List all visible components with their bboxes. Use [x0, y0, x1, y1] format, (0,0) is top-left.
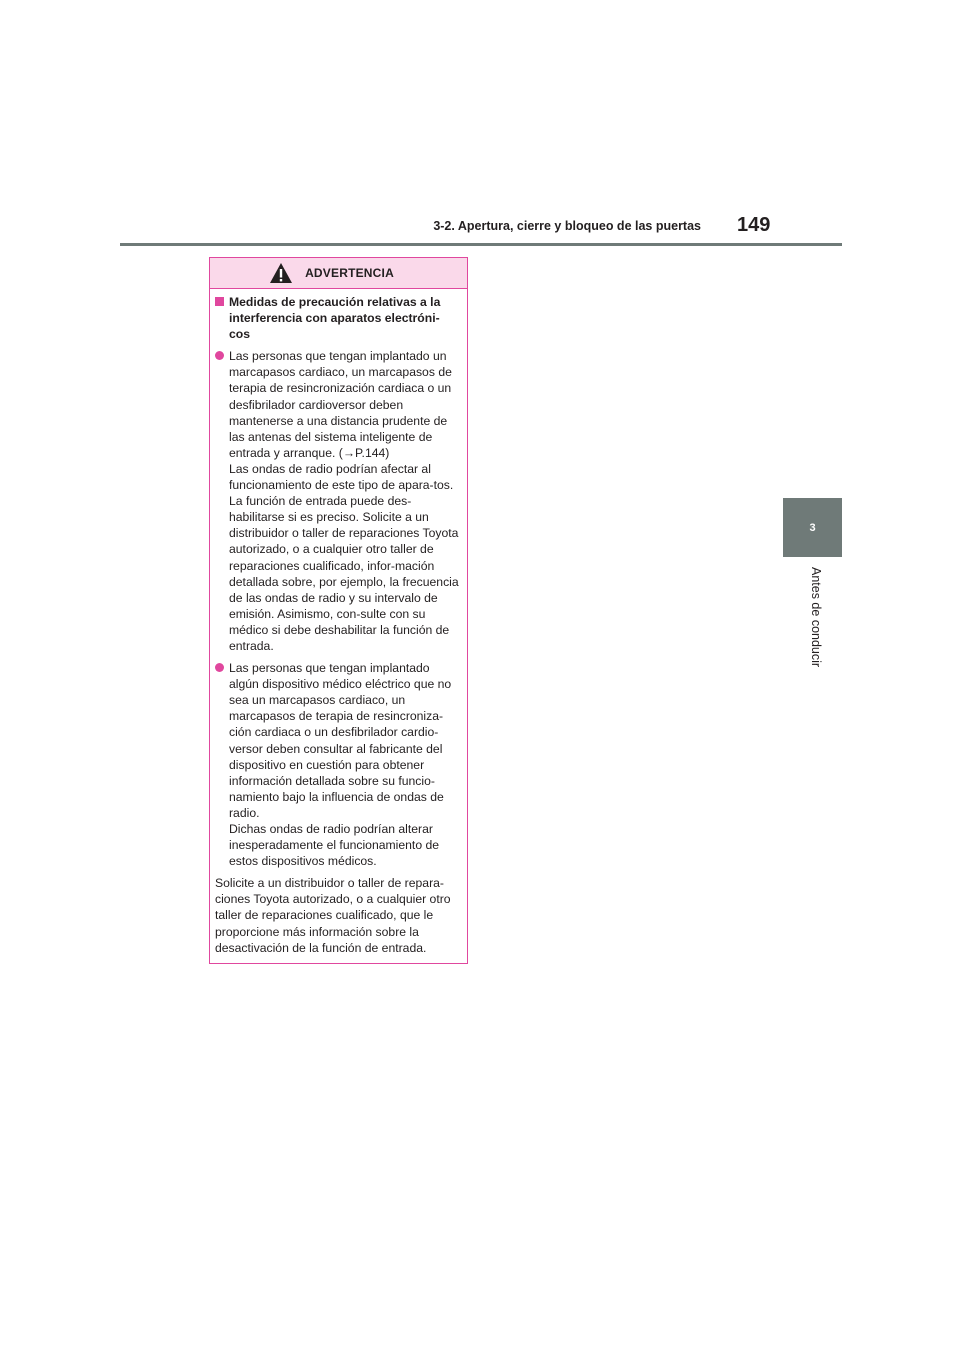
chapter-label: Antes de conducir	[809, 567, 823, 668]
warning-heading	[215, 294, 459, 342]
warning-header	[210, 258, 467, 289]
square-bullet-icon	[215, 297, 224, 306]
list-item	[215, 348, 459, 654]
warning-box	[209, 257, 468, 964]
warning-title: ADVERTENCIA	[305, 266, 394, 280]
page-number: 149	[737, 214, 771, 236]
bullet-paragraph: Las personas que tengan implantado algún dispositivo médico eléctrico que no sea un marcapasos cardiaco, un marcapasos de terapia de resincroniza-ción cardiaca o un desfibrilador cardio-versor deben consultar al fabricante del dispositivo en cuestión para obtener información detallada sobre su funcio-namiento bajo la influencia de ondas de radio.	[229, 661, 452, 820]
warning-body	[210, 289, 467, 956]
warning-heading-text: Medidas de precaución relativas a la interferencia con aparatos electróni-cos	[229, 295, 441, 342]
bullet-paragraph: Las ondas de radio podrían afectar al funcionamiento de este tipo de apara-tos. La función de entrada puede des-habilitarse si es preciso. Solicite a un distribuidor o taller de reparaciones Toyota autorizado, o a cualquier otro taller de reparaciones cualificado, infor-mación detallada sobre, por ejemplo, la frecuencia de las ondas de radio y su intervalo de emisión. Asimismo, con-sulte con su médico si debe deshabilitar la función de entrada.	[229, 461, 459, 653]
circle-bullet-icon	[215, 663, 224, 672]
bullet-paragraph: Dichas ondas de radio podrían alterar inesperadamente el funcionamiento de estos dispositivos médicos.	[229, 822, 440, 869]
warning-triangle-icon	[269, 262, 293, 284]
section-title: 3-2. Apertura, cierre y bloqueo de las puertas	[433, 219, 701, 233]
closing-paragraph: Solicite a un distribuidor o taller de repara-ciones Toyota autorizado, o a cualquier otro taller de reparaciones cualificado, que le proporcione más información sobre la desactivación de la función de entrada.	[215, 876, 451, 955]
bullet-paragraph: Las personas que tengan implantado un marcapasos cardiaco, un marcapasos de terapia de resincronización cardiaca o un desfibrilador cardioversor deben mantenerse a una distancia prudente de las antenas del sistema inteligente de entrada y arranque. (→P.144)	[229, 349, 452, 460]
circle-bullet-icon	[215, 351, 224, 360]
header-divider	[120, 243, 842, 246]
chapter-number: 3	[809, 521, 816, 534]
chapter-tab	[783, 498, 842, 557]
list-item	[215, 660, 459, 869]
